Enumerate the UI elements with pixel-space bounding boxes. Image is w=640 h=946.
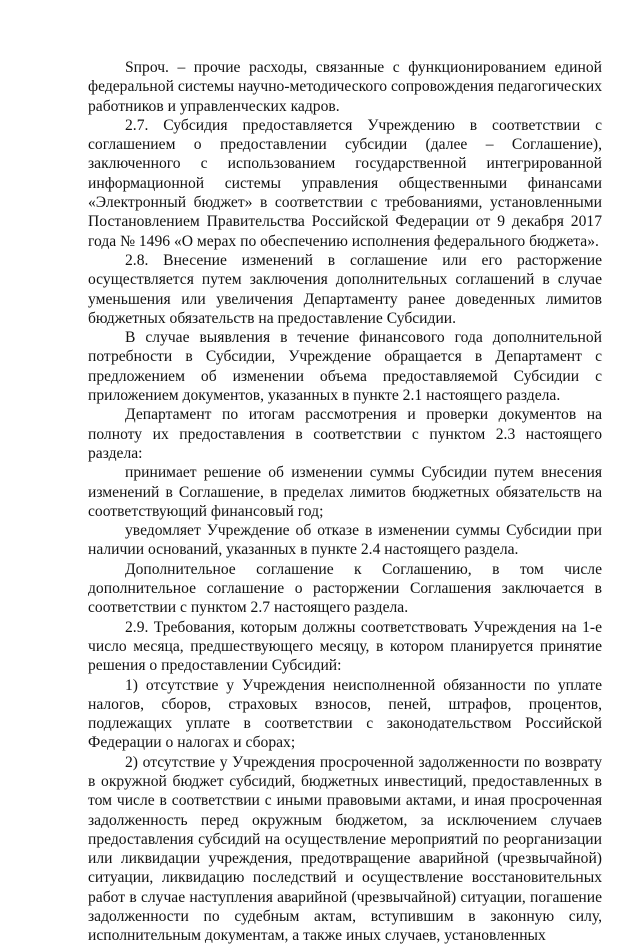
paragraph-additional-agreement: Дополнительное соглашение к Соглашению, в том числе дополнительное соглашение о расторжении Соглашения заключается в соответствии с пунктом 2.7 настоящего раздела. <box>88 560 602 617</box>
document-page <box>88 58 602 946</box>
paragraph-requirement-1: 1) отсутствие у Учреждения неисполненной обязанности по уплате налогов, сборов, страховых взносов, пеней, штрафов, процентов, подлежащих уплате в соответствии с законодательством Российской Федерации о налогах и сборах; <box>88 676 602 752</box>
paragraph-2-7: 2.7. Субсидия предоставляется Учреждению в соответствии с соглашением о предоставлении субсидии (далее – Соглашение), заключенного с использованием государственной интегрированной информационной системы управления общественными финансами «Электронный бюджет» в соответствии с требованиями, установленными Постановлением Правительства Российской Федерации от 9 декабря 2017 года № 1496 «О мерах по обеспечению исполнения федерального бюджета». <box>88 116 602 250</box>
paragraph-requirement-2: 2) отсутствие у Учреждения просроченной задолженности по возврату в окружной бюджет субсидий, бюджетных инвестиций, предоставленных в том числе в соответствии с иными правовыми актами, и иная просроченная задолженность перед окружным бюджетом, за исключением случаев предоставления субсидий на осуществление мероприятий по реорганизации или ликвидации учреждения, предотвращение аварийной (чрезвычайной) ситуации, ликвидацию последствий и осуществление восстановительных работ в случае наступления аварийной (чрезвычайной) ситуации, погашение задолженности по судебным актам, вступившим в законную силу, исполнительным документам, а также иных случаев, установленных <box>88 753 602 945</box>
paragraph-refusal-notice: уведомляет Учреждение об отказе в изменении суммы Субсидии при наличии оснований, указанных в пункте 2.4 настоящего раздела. <box>88 522 602 559</box>
paragraph-other-expenses: Sпроч. – прочие расходы, связанные с функционированием единой федеральной системы научно-методического сопровождения педагогических работников и управленческих кадров. <box>88 59 602 115</box>
paragraph-additional-need: В случае выявления в течение финансового года дополнительной потребности в Субсидии, Учреждение обращается в Департамент с предложением об изменении объема предоставляемой Субсидии с приложением документов, указанных в пункте 2.1 настоящего раздела. <box>88 329 602 405</box>
paragraph-2-8: 2.8. Внесение изменений в соглашение или его расторжение осуществляется путем заключения дополнительных соглашений в случае уменьшения или увеличения Департаменту ранее доведенных лимитов бюджетных обязательств на предоставление Субсидии. <box>88 251 602 327</box>
paragraph-2-9: 2.9. Требования, которым должны соответствовать Учреждения на 1-е число месяца, предшествующего месяцу, в котором планируется принятие решения о предоставлении Субсидий: <box>88 618 602 675</box>
paragraph-decision-change: принимает решение об изменении суммы Субсидии путем внесения изменений в Соглашение, в пределах лимитов бюджетных обязательств на соответствующий финансовый год; <box>88 464 602 520</box>
paragraph-department-review: Департамент по итогам рассмотрения и проверки документов на полноту их предоставления в соответствии с пунктом 2.3 настоящего раздела: <box>88 406 602 462</box>
